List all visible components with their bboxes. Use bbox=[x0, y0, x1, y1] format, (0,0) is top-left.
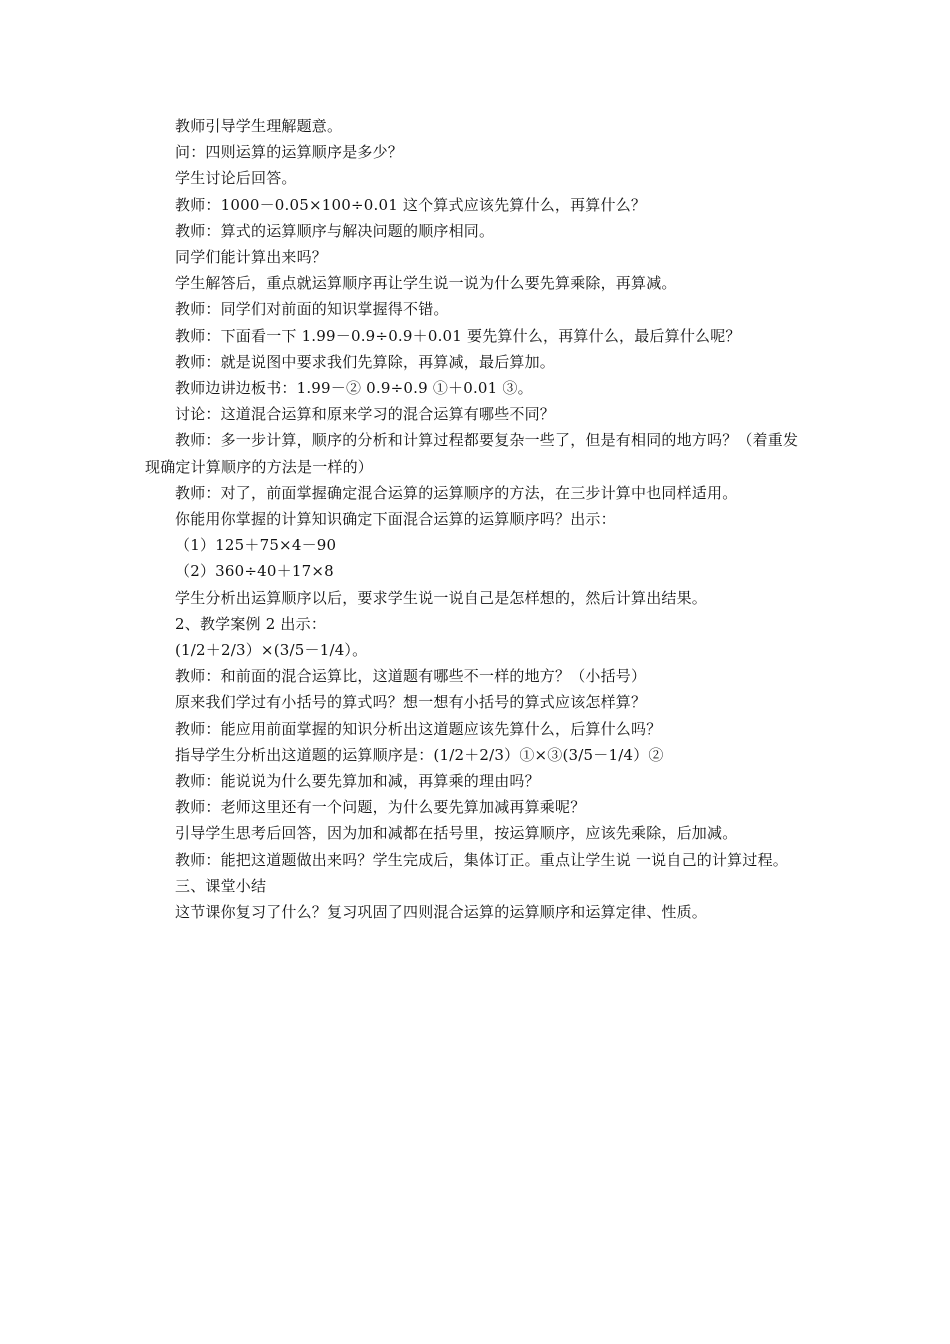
paragraph-1: 教师引导学生理解题意。 bbox=[175, 117, 343, 135]
paragraph-7: 学生解答后，重点就运算顺序再让学生说一说为什么要先算乘除，再算减。 bbox=[175, 274, 677, 293]
paragraph-22: 原来我们学过有小括号的算式吗？想一想有小括号的算式应该怎样算？ bbox=[175, 693, 647, 712]
paragraph-6: 同学们能计算出来吗？ bbox=[175, 248, 328, 267]
paragraph-2: 问：四则运算的运算顺序是多少？ bbox=[175, 143, 404, 162]
paragraph-30: 这节课你复习了什么？复习巩固了四则混合运算的运算顺序和运算定律、性质。 bbox=[175, 903, 708, 922]
paragraph-5: 教师：算式的运算顺序与解决问题的顺序相同。 bbox=[175, 221, 495, 240]
paragraph-11: 教师边讲边板书：1.99－② 0.9÷0.9 ①＋0.01 ③。 bbox=[175, 379, 533, 398]
paragraph-9: 教师：下面看一下 1.99－0.9÷0.9＋0.01 要先算什么，再算什么，最后算什么呢？ bbox=[175, 326, 741, 345]
paragraph-13: 教师：多一步计算，顺序的分析和计算过程都要复杂一些了，但是有相同的地方吗？（着重发现确定计算顺序的方法是一样的） bbox=[145, 431, 799, 476]
paragraph-27: 引导学生思考后回答，因为加和减都在括号里，按运算顺序，应该先乘除，后加减。 bbox=[175, 824, 738, 843]
paragraph-3: 学生讨论后回答。 bbox=[175, 169, 297, 188]
paragraph-8: 教师：同学们对前面的知识掌握得不错。 bbox=[175, 300, 449, 319]
paragraph-4: 教师：1000－0.05×100÷0.01 这个算式应该先算什么，再算什么？ bbox=[175, 195, 647, 214]
paragraph-20: (1/2＋2/3）×(3/5－1/4）。 bbox=[175, 641, 368, 660]
document-page bbox=[145, 113, 810, 925]
paragraph-16: （1）125＋75×4－90 bbox=[175, 536, 337, 555]
paragraph-19: 2、教学案例 2 出示： bbox=[175, 614, 327, 633]
paragraph-18: 学生分析出运算顺序以后，要求学生说一说自己是怎样想的，然后计算出结果。 bbox=[175, 588, 708, 607]
paragraph-28: 教师：能把这道题做出来吗？学生完成后，集体订正。重点让学生说 一说自己的计算过程。 bbox=[175, 850, 788, 869]
paragraph-12: 讨论：这道混合运算和原来学习的混合运算有哪些不同？ bbox=[175, 405, 556, 424]
paragraph-10: 教师：就是说图中要求我们先算除，再算减，最后算加。 bbox=[175, 352, 556, 371]
paragraph-21: 教师：和前面的混合运算比，这道题有哪些不一样的地方？（小括号） bbox=[175, 667, 647, 686]
paragraph-24: 指导学生分析出这道题的运算顺序是：(1/2＋2/3）①×③(3/5－1/4）② bbox=[175, 745, 664, 764]
paragraph-23: 教师：能应用前面掌握的知识分析出这道题应该先算什么，后算什么吗？ bbox=[175, 719, 662, 738]
paragraph-26: 教师：老师这里还有一个问题，为什么要先算加减再算乘呢？ bbox=[175, 798, 586, 817]
paragraph-14: 教师：对了，前面掌握确定混合运算的运算顺序的方法，在三步计算中也同样适用。 bbox=[175, 483, 738, 502]
paragraph-25: 教师：能说说为什么要先算加和减，再算乘的理由吗？ bbox=[175, 772, 540, 791]
section-heading-summary: 三、课堂小结 bbox=[175, 876, 267, 895]
paragraph-17: （2）360÷40＋17×8 bbox=[175, 562, 334, 581]
paragraph-15: 你能用你掌握的计算知识确定下面混合运算的运算顺序吗？出示： bbox=[175, 510, 616, 529]
